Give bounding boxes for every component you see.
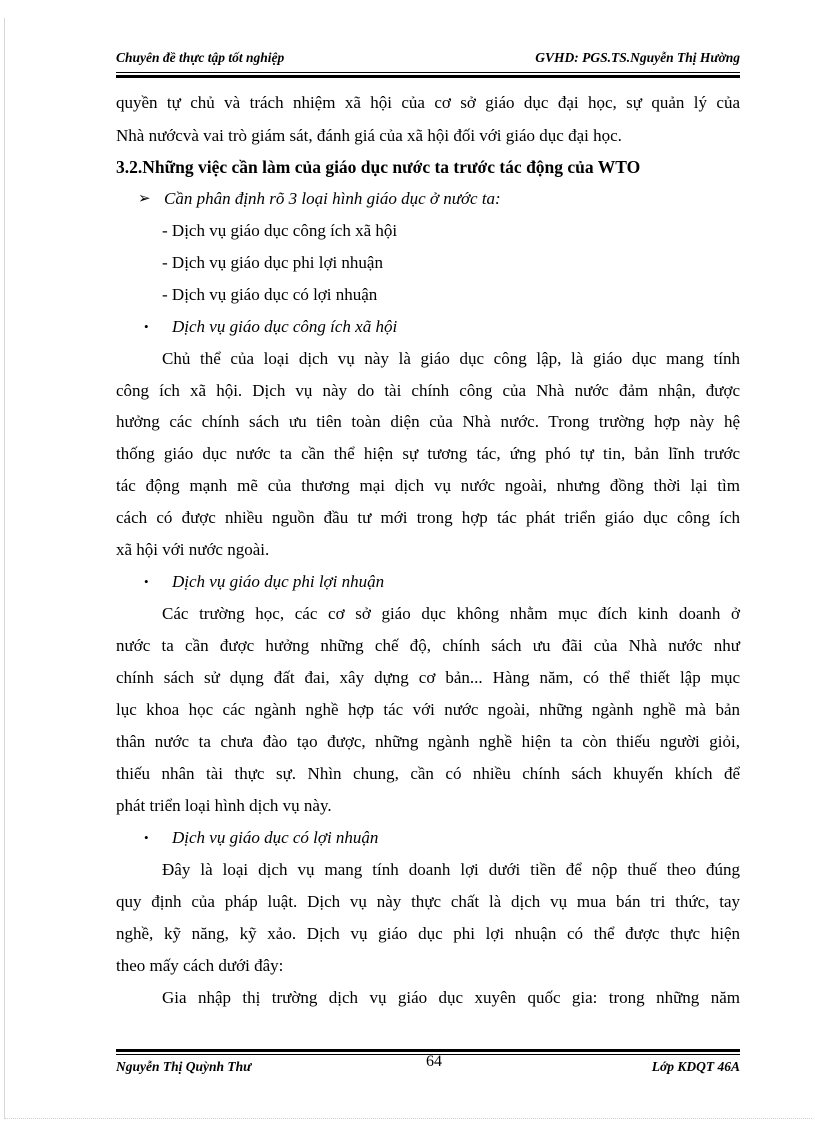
paragraph-line: lục khoa học các ngành nghề hợp tác với nước ngoài, những ngành nghề mà bản	[116, 700, 740, 719]
paragraph-line: xã hội với nước ngoài.	[116, 540, 270, 559]
paragraph-line: Nhà nướcvà vai trò giám sát, đánh giá của xã hội đối với giáo dục đại học.	[116, 126, 622, 145]
paragraph-line: Chủ thể của loại dịch vụ này là giáo dục công lập, là giáo dục mang tính	[162, 349, 740, 368]
page-frame-bottom	[4, 1118, 812, 1120]
subheading-text: Dịch vụ giáo dục công ích xã hội	[172, 317, 398, 336]
paragraph-line: theo mấy cách dưới đây:	[116, 956, 284, 975]
paragraph-line: nghề, kỹ năng, kỹ xảo. Dịch vụ giáo dục phi lợi nhuận có thể được thực hiện	[116, 924, 740, 943]
paragraph-line: thống giáo dục nước ta cần thể hiện sự tương tác, ứng phó tự tin, bản lĩnh trước	[116, 444, 740, 463]
section-heading: 3.2.Những việc cần làm của giáo dục nước ta trước tác động của WTO	[116, 157, 641, 177]
paragraph-line: tác động mạnh mẽ của thương mại dịch vụ nước ngoài, nhưng đồng thời lại tìm	[116, 476, 740, 495]
subheading-text: Dịch vụ giáo dục phi lợi nhuận	[172, 572, 385, 591]
bullet-icon: •	[144, 319, 149, 334]
paragraph-line: Gia nhập thị trường dịch vụ giáo dục xuyên quốc gia: trong những năm	[162, 988, 740, 1007]
header-rule-thick	[116, 75, 740, 78]
bullet-subheading	[116, 571, 740, 593]
header-supervisor: GVHD: PGS.TS.Nguyễn Thị Hường	[535, 50, 740, 65]
paragraph-line: Đây là loại dịch vụ mang tính doanh lợi dưới tiền để nộp thuế theo đúng	[162, 860, 740, 879]
page-number: 64	[426, 1053, 442, 1070]
arrow-item-text: Cần phân định rõ 3 loại hình giáo dục ở nước ta:	[164, 189, 501, 208]
dash-list-item: - Dịch vụ giáo dục có lợi nhuận	[162, 285, 378, 304]
page-header	[116, 50, 740, 70]
paragraph-line: nước ta cần được hưởng những chế độ, chính sách ưu đãi của Nhà nước như	[116, 636, 740, 655]
dash-list-item: - Dịch vụ giáo dục phi lợi nhuận	[162, 253, 383, 272]
bullet-subheading	[116, 316, 740, 338]
paragraph-line: Các trường học, các cơ sở giáo dục không nhằm mục đích kinh doanh ở	[162, 604, 740, 623]
footer-author: Nguyễn Thị Quỳnh Thư	[116, 1059, 252, 1074]
paragraph-line: quy định của pháp luật. Dịch vụ này thực chất là dịch vụ mua bán tri thức, tay	[116, 892, 740, 911]
arrow-bullet-icon: ➢	[138, 191, 151, 207]
paragraph-line: hưởng các chính sách ưu tiên toàn diện của Nhà nước. Trong trường hợp này hệ	[116, 412, 740, 431]
header-rule	[116, 72, 740, 73]
paragraph-line: phát triển loại hình dịch vụ này.	[116, 796, 332, 815]
footer-class: Lớp KDQT 46A	[651, 1059, 740, 1074]
page-footer	[116, 1055, 740, 1075]
bullet-icon: •	[144, 574, 149, 589]
bullet-subheading	[116, 827, 740, 849]
paragraph-line: chính sách sử dụng đất đai, xây dựng cơ bản... Hàng năm, có thể thiết lập mục	[116, 668, 740, 687]
bullet-icon: •	[144, 830, 149, 845]
page-frame-left	[4, 18, 5, 1118]
paragraph-line: thân nước ta chưa đào tạo được, những ngành nghề hiện ta còn thiếu người giỏi,	[116, 732, 740, 751]
header-report-title: Chuyên đề thực tập tốt nghiệp	[116, 50, 285, 65]
dash-list-item: - Dịch vụ giáo dục công ích xã hội	[162, 221, 398, 240]
paragraph-line: công ích xã hội. Dịch vụ này do tài chính công của Nhà nước đảm nhận, được	[116, 381, 740, 400]
paragraph-line: quyền tự chủ và trách nhiệm xã hội của cơ sở giáo dục đại học, sự quản lý của	[116, 93, 740, 112]
paragraph-line: thiếu nhân tài thực sự. Nhìn chung, cần có nhiều chính sách khuyến khích để	[116, 764, 740, 783]
footer-rule-thick	[116, 1049, 740, 1052]
paragraph-line: cách có được nhiều nguồn đầu tư mới trong hợp tác phát triển giáo dục công ích	[116, 508, 740, 527]
arrow-list-item	[116, 188, 740, 210]
subheading-text: Dịch vụ giáo dục có lợi nhuận	[172, 828, 379, 847]
